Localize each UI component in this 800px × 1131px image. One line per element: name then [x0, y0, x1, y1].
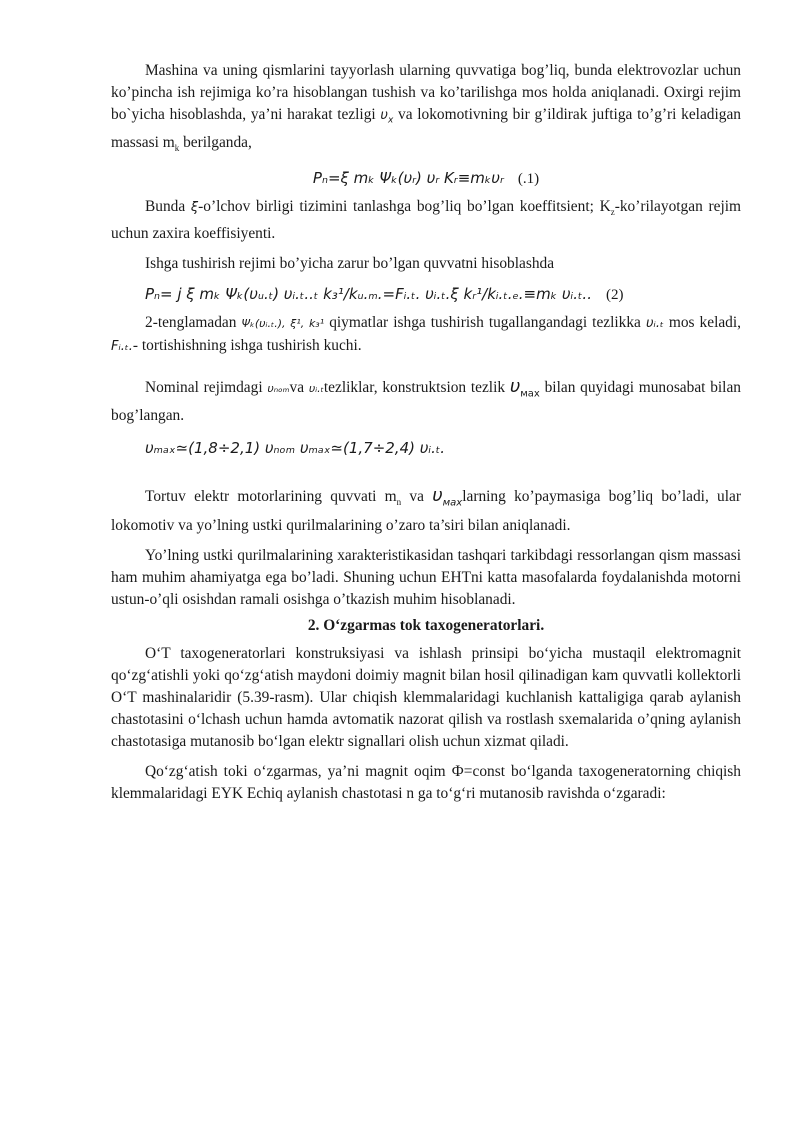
- formula-3: υₘₐₓ≃(1,8÷2,1) υₙₒₘ υₘₐₓ≃(1,7÷2,4) υᵢ.ₜ.: [145, 439, 446, 458]
- psi-symbols: Ψₖ(υᵢ.ₜ.), ξ¹, k₃¹: [241, 316, 325, 330]
- paragraph-4: 2-tenglamadan Ψₖ(υᵢ.ₜ.), ξ¹, k₃¹ qiymatlar ishga tushirish tugallangandagi tezlikka υᵢ.ₜ mos keladi, Fᵢ.ₜ.- tortishishning ishga tushirish kuchi.: [111, 313, 742, 354]
- start-force-symbol: Fᵢ.ₜ.: [111, 338, 133, 354]
- max-velocity-symbol-2: $\upsilon_{мах}$: [432, 485, 463, 509]
- paragraph-6: Tortuv elektr motorlarining quvvati $m_n$ va $\upsilon_{мах}larning$ ko’paymasiga bog’liq bo’ladi, ular lokomotiv va yo’lning ustki qurilmalarining o’zaro ta’siri bilan aniqlanadi.: [111, 485, 741, 534]
- velocity-symbol: $\upsilon_x$: [380, 108, 394, 126]
- paragraph-1: Mashina va uning qismlarini tayyorlash ularning quvvatiga bog’liq, bunda elektrovozlar uchun ko’pincha ish rejimiga ko’ra hisoblangan tushish va ko’tarilishga mos holda aniqlanadi. Oxirgi rejim bo`yicha hisoblashda, ya’ni harakat tezligi $\upsilon_x$ va lokomotivning bir g’ildirak juftiga to’g’ri keladigan massasi $m_k$ berilganda,: [111, 62, 741, 153]
- nominal-velocity-symbol: υₙₒₘ: [267, 381, 290, 395]
- start-velocity-symbol: υᵢ.ₜ: [645, 315, 664, 331]
- xi-symbol: ξ: [190, 199, 199, 215]
- paragraph-5: Nominal rejimdagi υₙₒₘva υᵢ.ₜtezliklar, konstruktsion tezlik $\upsilon_{мах}$ bilan quyidagi munosabat bilan bog’langan.: [111, 375, 741, 425]
- paragraph-8: O‘T taxogeneratorlari konstruksiyasi va ishlash prinsipi bo‘yicha mustaqil elektromagnit qo‘zg‘atishli yoki qo‘zg‘atish maydoni doimiy magnit bilan hosil qilinadigan kam quvvatli kollektorli O‘T mashinalaridir (5.39-rasm). Ular chiqish klemmalaridagi kuchlanish kattaligiga qarab aylanish chastotasini o‘lchash uchun hamda avtomatik nazorat qilish va rostlash sxemalarida o’qning aylanish chastotasiga mutanosib bo‘lgan elektr signallari olish uchun xizmat qiladi.: [111, 644, 741, 750]
- paragraph-2: Bunda ξ-o’lchov birligi tizimini tanlashga bog’liq bo’lgan koeffitsient; $K_z-ko’rilayotgan$ rejim uchun zaxira koeffisiyenti.: [111, 197, 741, 242]
- formula-1: Pₙ=ξ mₖ Ψₖ(υᵣ) υᵣ Kᵣ≡mₖυᵣ (.1): [312, 168, 540, 187]
- formula-2: Pₙ= j ξ mₖ Ψₖ(υᵤ.ₜ) υᵢ.ₜ..ₜ k₃¹/kᵤ.ₘ.=Fᵢ.ₜ. υᵢ.ₜ.ξ kᵣ¹/kᵢ.ₜ.ₑ.≡mₖ υᵢ.ₜ.. (2): [145, 284, 624, 303]
- document-page: [111, 60, 741, 805]
- paragraph-3: Ishga tushirish rejimi bo’yicha zarur bo’lgan quvvatni hisoblashda: [145, 254, 555, 272]
- max-velocity-symbol: $\upsilon_{мах}$: [509, 375, 540, 400]
- section-heading: 2. O‘zgarmas tok taxogeneratorlari.: [307, 616, 545, 634]
- paragraph-7: Yo’lning ustki qurilmalarining xarakteristikasidan tashqari tarkibdagi ressorlangan qism massasi ham muhim ahamiyatga ega bo’ladi. Shuning uchun EHTni katta masofalarda foydalanishda motorni ustun-o’qli osishdan ramali osishga o’tkazish muhim hisoblanadi.: [111, 546, 741, 608]
- start-velocity-symbol-2: υᵢ.ₜ: [308, 381, 324, 395]
- paragraph-9: Qo‘zg‘atish toki o‘zgarmas, ya’ni magnit oqim Ф=const bo‘lganda taxogeneratorning chiqish klemmalaridagi EYK Echiq aylanish chastotasi n ga to‘g‘ri mutanosib ravishda o‘zgaradi:: [111, 762, 741, 802]
